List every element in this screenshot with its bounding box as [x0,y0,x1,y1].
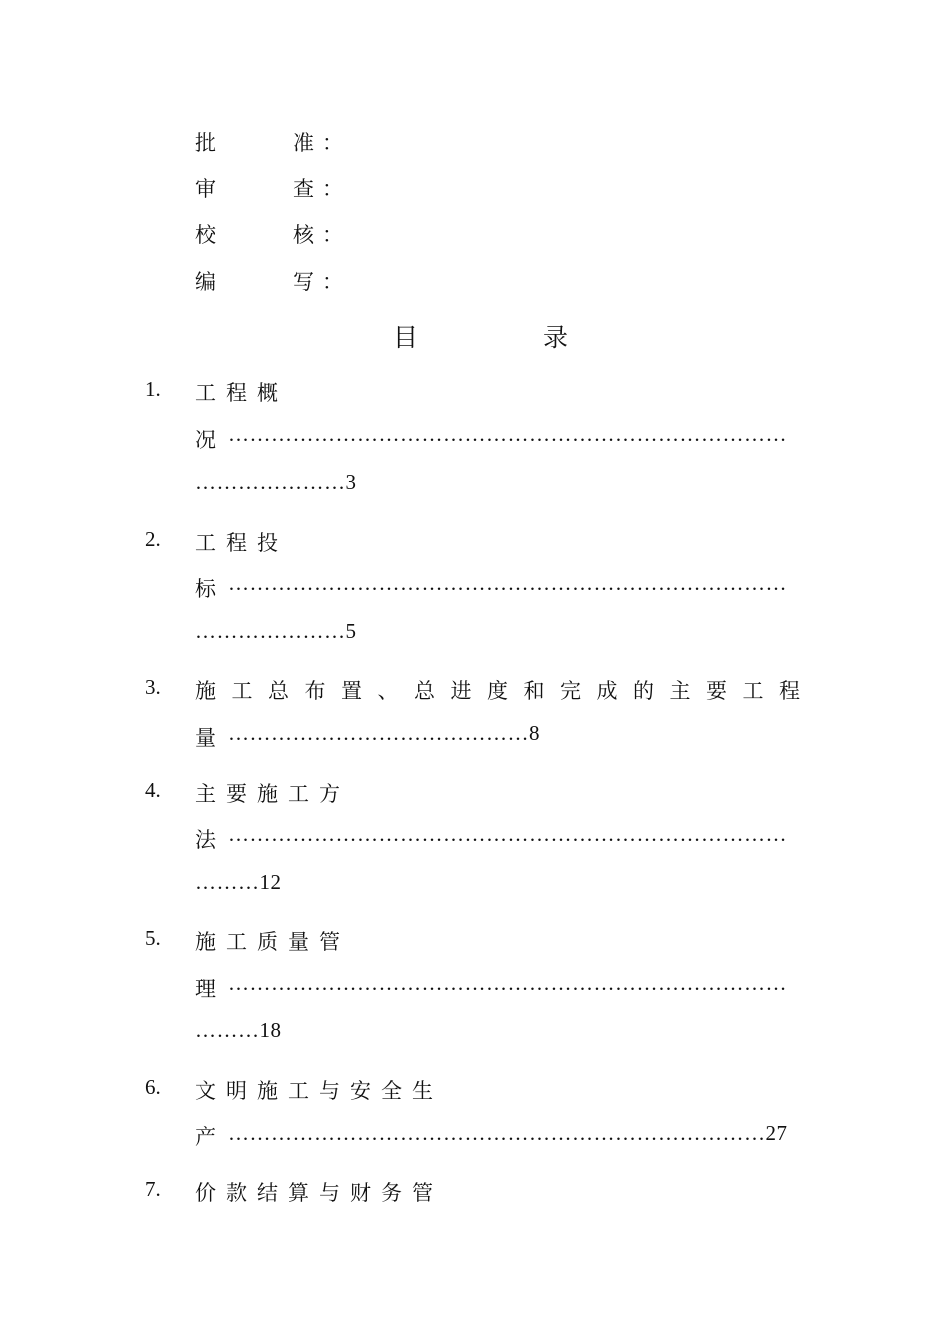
toc-entry-title-cont: 法 [195,828,216,852]
signature-colon: ： [322,177,343,201]
toc-leader-dots: …………………………………………………………………… [228,822,787,846]
signature-colon: ： [322,131,343,155]
toc-entry-title-cont: 况 [195,428,216,452]
signature-label-approve: 批 [195,131,216,155]
toc-entry-number: 7. [145,1177,161,1201]
toc-entry-number: 2. [145,527,161,551]
signature-label-review: 审 [195,177,216,201]
signature-label-author-2: 写 [293,270,314,294]
toc-entry-title: 文明施工与安全生 [195,1079,443,1103]
signature-colon: ： [322,223,343,247]
toc-leader-dots: …………………………………………………………………… [228,422,787,446]
signature-label-check-2: 核 [293,223,314,247]
toc-entry-number: 4. [145,778,161,802]
toc-title-right: 录 [543,323,569,352]
toc-entry-title: 施工质量管 [195,930,350,954]
toc-entry-title-cont: 理 [195,977,216,1001]
signature-label-check: 校 [195,223,216,247]
toc-leader-dots: …………………………………………………………………… [228,971,787,995]
toc-entry-title: 主要施工方 [195,782,350,806]
toc-page-number: ………12 [195,870,282,894]
toc-leader-dots: ……………………………………8 [228,721,540,745]
toc-entry-title-cont: 量 [195,726,216,750]
toc-entry-title: 施工总布置、总进度和完成的主要工程 [195,679,816,703]
toc-leader-dots: …………………………………………………………………27 [228,1121,788,1145]
signature-label-approve-2: 准 [293,131,314,155]
toc-entry-number: 6. [145,1075,161,1099]
toc-page-number: …………………5 [195,619,357,643]
signature-colon: ： [322,270,343,294]
signature-label-review-2: 查 [293,177,314,201]
toc-entry-number: 5. [145,926,161,950]
toc-entry-title: 工程概 [195,381,288,405]
toc-entry-title-cont: 产 [195,1125,216,1149]
toc-entry-number: 3. [145,675,161,699]
toc-page-number: …………………3 [195,470,357,494]
toc-leader-dots: …………………………………………………………………… [228,571,787,595]
toc-entry-number: 1. [145,377,161,401]
toc-title-left: 目 [393,323,419,352]
signature-label-author: 编 [195,270,216,294]
toc-entry-title-cont: 标 [195,577,216,601]
toc-entry-title: 价款结算与财务管 [195,1181,443,1205]
toc-page-number: ………18 [195,1018,282,1042]
toc-entry-title: 工程投 [195,531,288,555]
